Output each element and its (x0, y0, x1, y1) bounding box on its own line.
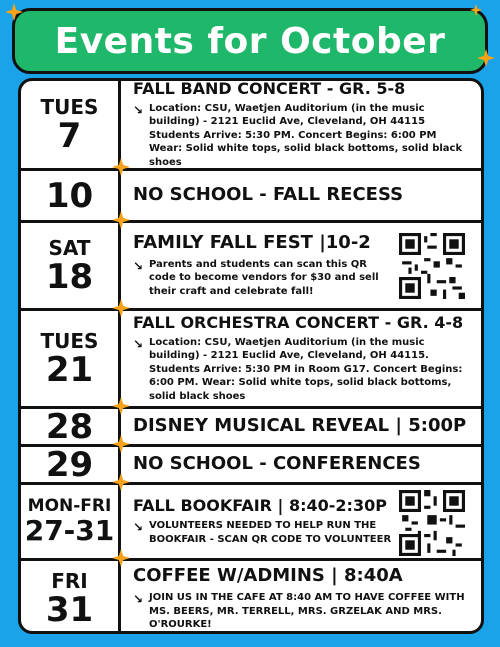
event-detail-text: Location: CSU, Waetjen Auditorium (in the music building) - 2121 Euclid Ave, Cleveland, OH 44115 Students Arrive: 5:30 PM. Concert Begins: 6:00 PM Wear: Solid white tops, solid black bottoms, solid black shoes (149, 102, 463, 168)
event-day: 31 (45, 590, 94, 630)
event-detail-text: JOIN US IN THE CAFE AT 8:40 AM TO HAVE COFFEE WITH MS. BEERS, MR. TERRELL, MRS. GRZELAK AND MRS. O'ROURKE! (149, 592, 465, 631)
arrow-down-right-icon: ↘ (133, 520, 144, 535)
event-date (21, 406, 121, 447)
event-date (21, 311, 121, 406)
event-title: COFFEE W/ADMINS | 8:40A (133, 565, 403, 587)
event-row (21, 561, 481, 634)
event-detail (133, 519, 395, 546)
event-day: 21 (45, 349, 94, 390)
event-title: FAMILY FALL FEST |10-2 (133, 231, 371, 253)
event-date (21, 444, 121, 485)
event-content (133, 447, 473, 482)
event-day: 28 (45, 406, 94, 447)
arrow-down-right-icon: ↘ (133, 592, 144, 607)
event-date (21, 223, 121, 308)
event-row (21, 223, 481, 311)
event-date (21, 485, 121, 558)
event-detail (133, 258, 395, 299)
arrow-down-right-icon: ↘ (133, 336, 144, 351)
event-row (21, 171, 481, 223)
event-content (133, 311, 473, 406)
event-weekday: FRI (51, 569, 88, 593)
event-detail (133, 102, 473, 170)
event-detail (133, 336, 473, 404)
event-day: 7 (57, 115, 82, 156)
event-content (133, 223, 395, 308)
qr-code-icon[interactable] (399, 490, 465, 556)
event-date (21, 561, 121, 634)
event-row (21, 78, 481, 171)
event-row (21, 406, 481, 447)
event-content (133, 409, 473, 444)
event-row (21, 311, 481, 409)
event-day: 29 (45, 444, 94, 485)
event-detail-text: Parents and students can scan this QR code to become vendors for $30 and sell their craft and celebrate fall! (149, 258, 379, 297)
event-weekday: TUES (40, 328, 99, 353)
arrow-down-right-icon: ↘ (133, 258, 144, 273)
event-title: FALL BAND CONCERT - GR. 5-8 (133, 78, 406, 98)
event-row (21, 485, 481, 561)
event-title: NO SCHOOL - FALL RECESS (133, 184, 404, 206)
event-day: 18 (45, 256, 94, 297)
event-title: FALL BOOKFAIR | 8:40-2:30P (133, 495, 387, 515)
event-row (21, 444, 481, 485)
event-title: FALL ORCHESTRA CONCERT - GR. 4-8 (133, 312, 464, 332)
qr-code-icon[interactable] (399, 233, 465, 299)
event-content (133, 561, 473, 634)
event-title: NO SCHOOL - CONFERENCES (133, 453, 421, 475)
header-banner (12, 8, 488, 74)
arrow-down-right-icon: ↘ (133, 102, 144, 117)
event-detail-text: VOLUNTEERS NEEDED TO HELP RUN THE BOOKFAIR - SCAN QR CODE TO VOLUNTEER (149, 520, 392, 545)
event-content (133, 78, 473, 168)
event-detail (133, 591, 473, 632)
event-weekday: TUES (40, 94, 99, 119)
event-weekday: SAT (48, 235, 91, 260)
event-day: 10 (45, 175, 94, 216)
event-title: DISNEY MUSICAL REVEAL | 5:00P (133, 415, 467, 437)
event-date (21, 81, 121, 168)
event-detail-text: Location: CSU, Waetjen Auditorium (in the music building) - 2121 Euclid Ave, Cleveland, OH 44115. Students Arrive: 5:30 PM in Room G17. Concert Begins: 6:00 PM. Wear: Solid white tops, solid black bottoms, solid black shoes (149, 336, 463, 402)
event-weekday: MON-FRI (27, 496, 112, 516)
events-panel (18, 78, 484, 634)
event-day: 27-31 (24, 514, 115, 547)
event-content (133, 485, 395, 558)
page-title: Events for October (54, 20, 446, 62)
event-date (21, 171, 121, 220)
event-content (133, 171, 473, 220)
